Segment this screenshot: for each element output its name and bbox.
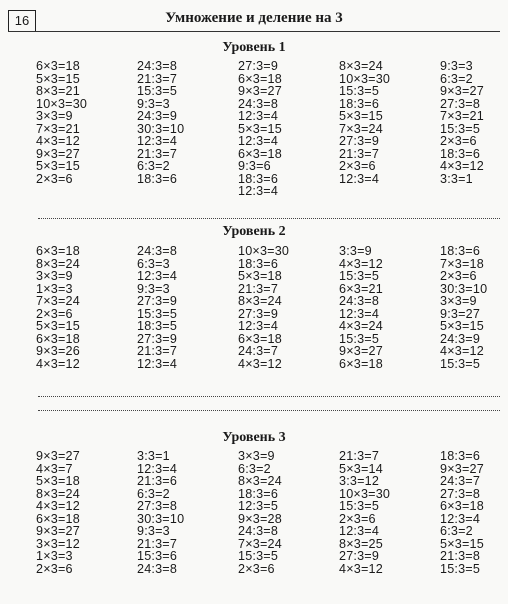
math-example: 3:3=12: [339, 474, 380, 488]
math-example: 30:3=10: [137, 511, 185, 526]
math-example: 8×3=24: [36, 486, 80, 501]
math-example: 4×3=12: [238, 356, 282, 371]
math-example: 9×3=27: [440, 84, 484, 98]
math-example: 1×3=3: [36, 281, 73, 296]
math-example: 10×3=30: [238, 244, 290, 258]
math-example: 21:3=7: [339, 146, 380, 161]
page-number: 16: [8, 10, 36, 32]
math-example: 12:3=4: [238, 319, 279, 333]
math-example: 24:3=9: [137, 109, 178, 123]
math-example: 18:3=6: [440, 449, 481, 463]
example-column: [137, 60, 238, 198]
math-example: 8×3=21: [36, 84, 80, 98]
math-example: 2×3=6: [238, 561, 275, 576]
math-example: 6×3=18: [36, 331, 80, 346]
math-example: 5×3=15: [36, 159, 80, 173]
example-column: [440, 245, 508, 370]
math-example: 24:3=8: [238, 524, 279, 538]
math-example: 21:3=6: [137, 474, 178, 488]
math-example: 8×3=24: [238, 474, 282, 488]
math-example: 6:3=2: [137, 486, 170, 501]
math-example: 24:3=9: [440, 331, 481, 346]
math-example: 7×3=18: [440, 256, 484, 271]
example-column: [440, 60, 508, 198]
math-example: 12:3=4: [137, 269, 178, 283]
math-example: 5×3=14: [339, 461, 383, 476]
math-example: 15:3=5: [339, 84, 380, 98]
math-example: 27:3=9: [137, 294, 178, 308]
math-example: 12:3=4: [339, 524, 380, 538]
math-example: 4×3=24: [339, 319, 383, 333]
math-example: 9×3=26: [36, 344, 80, 358]
math-example: 12:3=4: [440, 511, 481, 526]
math-example: 2×3=6: [36, 561, 73, 576]
math-example: 5×3=18: [238, 269, 282, 283]
math-example: 12:3=4: [238, 134, 279, 148]
example-column: [339, 450, 440, 575]
math-example: 7×3=21: [440, 109, 484, 123]
example-column: [339, 245, 440, 370]
math-example: 3×3=9: [36, 269, 73, 283]
math-example: 15:3=5: [440, 121, 481, 136]
math-example: 12:3=4: [238, 184, 279, 198]
math-example: 12:3=4: [238, 109, 279, 123]
math-example: 15:3=5: [339, 499, 380, 513]
math-example: 3:3=1: [440, 171, 473, 186]
math-example: 5×3=18: [36, 474, 80, 488]
math-example: 27:3=8: [440, 486, 481, 501]
math-example: 2×3=6: [339, 511, 376, 526]
math-example: 12:3=4: [339, 306, 380, 321]
math-example: 21:3=7: [339, 449, 380, 463]
math-example: 8×3=24: [238, 294, 282, 308]
math-example: 15:3=5: [238, 549, 279, 563]
math-example: 6:3=2: [440, 71, 473, 86]
math-example: 7×3=24: [339, 121, 383, 136]
math-example: 6×3=18: [238, 331, 282, 346]
math-example: 5×3=15: [36, 319, 80, 333]
example-column: [36, 245, 137, 370]
math-example: 27:3=9: [238, 306, 279, 321]
math-example: 12:3=4: [137, 134, 178, 148]
math-example: 4×3=12: [440, 159, 484, 173]
math-example: 27:3=9: [339, 549, 380, 563]
example-column: [238, 245, 339, 370]
example-column: [238, 60, 339, 198]
math-example: 6:3=2: [137, 159, 170, 173]
math-example: 15:3=5: [137, 84, 178, 98]
section-divider: [38, 218, 500, 219]
math-example: 10×3=30: [36, 96, 88, 111]
math-example: 9×3=28: [238, 511, 282, 526]
math-example: 3×3=9: [36, 109, 73, 123]
math-example: 6:3=2: [440, 524, 473, 538]
example-column: [36, 450, 137, 575]
math-example: 24:3=7: [238, 344, 279, 358]
math-example: 6×3=18: [238, 146, 282, 161]
math-example: 8×3=24: [36, 256, 80, 271]
math-example: 1×3=3: [36, 549, 73, 563]
math-example: 9:3=6: [238, 159, 271, 173]
math-example: 9:3=3: [440, 59, 473, 73]
math-example: 3×3=12: [36, 536, 80, 551]
math-example: 10×3=30: [339, 71, 391, 86]
math-example: 10×3=30: [339, 486, 391, 501]
math-example: 3×3=9: [238, 449, 275, 463]
math-example: 6×3=18: [36, 511, 80, 526]
math-example: 18:3=6: [339, 96, 380, 111]
math-example: 2×3=6: [339, 159, 376, 173]
math-example: 12:3=5: [238, 499, 279, 513]
section-divider: [38, 396, 500, 397]
math-example: 9:3=3: [137, 96, 170, 111]
math-example: 15:3=5: [440, 561, 481, 576]
math-example: 21:3=7: [137, 344, 178, 358]
math-example: 6×3=18: [238, 71, 282, 86]
math-example: 2×3=6: [36, 171, 73, 186]
math-example: 6×3=18: [36, 244, 80, 258]
math-example: 3:3=1: [137, 449, 170, 463]
math-example: 6:3=3: [137, 256, 170, 271]
math-example: 24:3=8: [137, 59, 178, 73]
math-example: 9:3=3: [137, 524, 170, 538]
math-example: 9×3=27: [36, 449, 80, 463]
level-2-title: Уровень 2: [222, 224, 286, 239]
math-example: 9×3=27: [238, 84, 282, 98]
math-example: 15:3=5: [339, 269, 380, 283]
math-example: 2×3=6: [440, 134, 477, 148]
math-example: 24:3=7: [440, 474, 481, 488]
math-example: 24:3=8: [238, 96, 279, 111]
math-example: 6×3=18: [36, 59, 80, 73]
math-example: 7×3=24: [36, 294, 80, 308]
math-example: 6×3=18: [440, 499, 484, 513]
math-example: 9×3=27: [339, 344, 383, 358]
math-example: 15:3=5: [137, 306, 178, 321]
example-column: [440, 450, 508, 575]
math-example: 5×3=15: [36, 71, 80, 86]
math-example: 8×3=25: [339, 536, 383, 551]
math-example: 4×3=12: [440, 344, 484, 358]
math-example: 8×3=24: [339, 59, 383, 73]
example-column: [137, 245, 238, 370]
math-example: 9×3=27: [36, 146, 80, 161]
math-example: 2×3=6: [36, 306, 73, 321]
math-example: 7×3=24: [238, 536, 282, 551]
math-example: 30:3=10: [137, 121, 185, 136]
level-3-grid: [36, 450, 508, 575]
title-underline: [8, 31, 500, 32]
math-example: 2×3=6: [440, 269, 477, 283]
math-example: 27:3=9: [238, 59, 279, 73]
math-example: 4×3=12: [36, 134, 80, 148]
math-example: 18:3=6: [440, 244, 481, 258]
math-example: 27:3=8: [440, 96, 481, 111]
math-example: 15:3=5: [339, 331, 380, 346]
math-example: 5×3=15: [440, 319, 484, 333]
math-example: 9:3=27: [440, 306, 481, 321]
math-example: 24:3=8: [137, 244, 178, 258]
level-3-title: Уровень 3: [222, 430, 286, 445]
math-example: 5×3=15: [339, 109, 383, 123]
math-example: 15:3=6: [137, 549, 178, 563]
math-example: 18:3=5: [137, 319, 178, 333]
page-title: Умножение и деление на 3: [165, 10, 343, 26]
example-column: [137, 450, 238, 575]
math-example: 15:3=5: [440, 356, 481, 371]
example-column: [339, 60, 440, 198]
math-example: 6×3=18: [339, 356, 383, 371]
math-example: 27:3=8: [137, 499, 178, 513]
math-example: 27:3=9: [339, 134, 380, 148]
math-example: 18:3=6: [238, 256, 279, 271]
math-example: 5×3=15: [440, 536, 484, 551]
math-example: 9×3=27: [36, 524, 80, 538]
math-example: 4×3=7: [36, 461, 73, 476]
math-example: 18:3=6: [238, 486, 279, 501]
math-example: 27:3=9: [137, 331, 178, 346]
level-2-grid: [36, 245, 508, 370]
math-example: 4×3=12: [36, 356, 80, 371]
example-column: [36, 60, 137, 198]
example-column: [238, 450, 339, 575]
math-example: 4×3=12: [36, 499, 80, 513]
math-example: 6×3=21: [339, 281, 383, 296]
math-example: 3×3=9: [440, 294, 477, 308]
math-example: 18:3=6: [440, 146, 481, 161]
math-example: 5×3=15: [238, 121, 282, 136]
math-example: 21:3=7: [238, 281, 279, 296]
math-example: 4×3=12: [339, 561, 383, 576]
math-example: 21:3=7: [137, 536, 178, 551]
math-example: 21:3=7: [137, 71, 178, 86]
math-example: 3:3=9: [339, 244, 372, 258]
math-example: 6:3=2: [238, 461, 271, 476]
math-example: 21:3=7: [137, 146, 178, 161]
math-example: 9×3=27: [440, 461, 484, 476]
math-example: 12:3=4: [137, 461, 178, 476]
level-1-grid: [36, 60, 508, 198]
math-example: 12:3=4: [137, 356, 178, 371]
math-example: 4×3=12: [339, 256, 383, 271]
level-1-title: Уровень 1: [222, 40, 286, 55]
math-example: 24:3=8: [137, 561, 178, 576]
math-example: 9:3=3: [137, 281, 170, 296]
math-example: 21:3=8: [440, 549, 481, 563]
math-example: 24:3=8: [339, 294, 380, 308]
math-example: 7×3=21: [36, 121, 80, 136]
section-divider: [38, 410, 500, 411]
math-example: 30:3=10: [440, 281, 488, 296]
math-example: 18:3=6: [238, 171, 279, 186]
math-example: 12:3=4: [339, 171, 380, 186]
math-example: 18:3=6: [137, 171, 178, 186]
